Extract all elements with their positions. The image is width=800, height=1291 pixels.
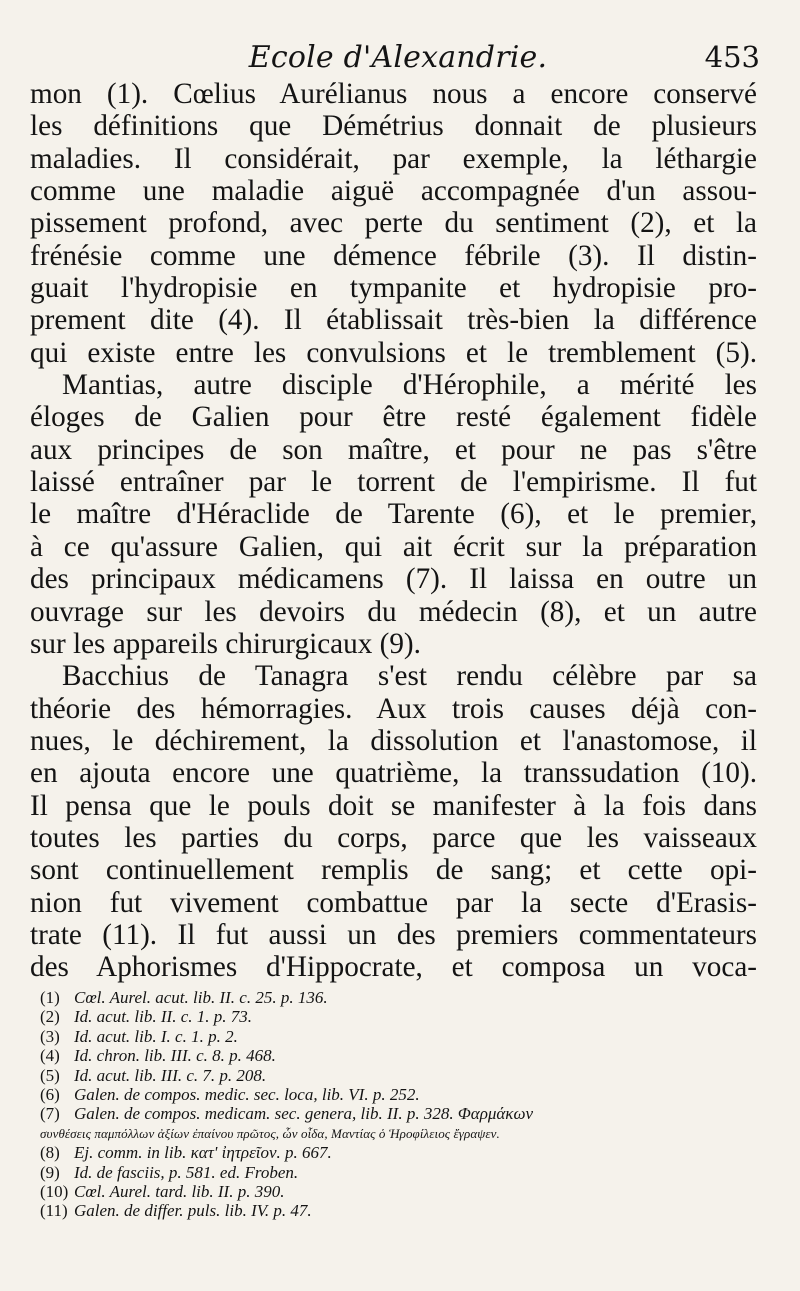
page-number: 453 [704,40,760,74]
footnote [40,1007,774,1027]
text-line: à ce qu'assure Galien, qui ait écrit sur la préparation [30,530,757,563]
text-line: Il pensa que le pouls doit se manifester à la fois dans [30,789,757,822]
footnote [40,1201,774,1221]
footnote-number: (1) [40,988,60,1007]
footnote-continuation [40,1124,774,1143]
footnote-text: Id. acut. lib. III. c. 7. p. 208. [74,1065,267,1085]
text-line: Mantias, autre disciple d'Hérophile, a mérité les [62,369,757,402]
footnote [40,1084,774,1104]
footnote [40,1104,774,1124]
text-line: des Aphorismes d'Hippocrate, et composa un voca- [30,951,757,984]
footnote [40,1065,774,1085]
footnote-number: (10) [40,1181,69,1201]
text-line: prement dite (4). Il établissait très-bien la différence [30,304,757,337]
text-line: des principaux médicamens (7). Il laissa en outre un [30,563,757,596]
footnote-number: (5) [40,1065,60,1085]
footnotes [40,988,774,1221]
footnote-text: Galen. de compos. medicam. sec. genera, lib. II. p. 328. Φαρμάκων [74,1104,534,1124]
text-line: comme une maladie aiguë accompagnée d'un assou- [30,175,757,208]
text-line: sur les appareils chirurgicaux (9). [30,627,421,660]
text-line: qui existe entre les convulsions et le tremblement (5). [30,336,757,369]
text-line: trate (11). Il fut aussi un des premiers commentateurs [30,918,757,951]
text-line: ouvrage sur les devoirs du médecin (8), et un autre [30,595,757,628]
text-line: toutes les parties du corps, parce que les vaisseaux [30,821,757,854]
text-line: aux principes de son maître, et pour ne pas s'être [30,433,757,466]
footnote-text: Id. acut. lib. II. c. 1. p. 73. [74,1007,252,1027]
footnote-text: Galen. de differ. puls. lib. IV. p. 47. [74,1201,312,1221]
footnote-number: (9) [40,1162,60,1182]
footnote [40,988,774,1007]
running-title: Ecole d'Alexandrie. [248,40,548,75]
footnote-text: Cœl. Aurel. tard. lib. II. p. 390. [74,1181,285,1201]
footnote-number: (2) [40,1007,60,1027]
footnote-text: Id. de fasciis, p. 581. ed. Froben. [74,1162,299,1182]
footnote [40,1046,774,1066]
body-text [30,78,757,984]
text-line: le maître d'Héraclide de Tarente (6), et le premier, [30,498,757,531]
footnote-text: Galen. de compos. medic. sec. loca, lib. VI. p. 252. [74,1084,420,1104]
footnote [40,1162,774,1182]
text-line: mon (1). Cœlius Aurélianus nous a encore conservé [30,78,757,110]
footnote-text: Cœl. Aurel. acut. lib. II. c. 25. p. 136. [74,988,328,1007]
text-line: nion fut vivement combattue par la secte d'Erasis- [30,886,757,919]
text-line: laissé entraîner par le torrent de l'empirisme. Il fut [30,466,757,499]
text-line: sont continuellement remplis de sang; et cette opi- [30,854,757,887]
text-line: Bacchius de Tanagra s'est rendu célèbre par sa [62,660,757,693]
text-line: guait l'hydropisie en tympanite et hydropisie pro- [30,272,757,305]
footnote [40,1181,774,1201]
text-line: frénésie comme une démence fébrile (3). Il distin- [30,239,757,272]
text-line: en ajouta encore une quatrième, la transsudation (10). [30,757,757,790]
text-line: maladies. Il considérait, par exemple, la léthargie [30,142,757,175]
footnote [40,1143,774,1163]
footnote-number: (7) [40,1104,60,1124]
text-line: théorie des hémorragies. Aux trois causes déjà con- [30,692,757,725]
footnote-number: (3) [40,1026,60,1046]
footnote-text: Ej. comm. in lib. κατ' ἰητρεῖον. p. 667. [74,1143,332,1163]
text-line: pissement profond, avec perte du sentiment (2), et la [30,207,757,240]
footnote-text: Id. acut. lib. I. c. 1. p. 2. [74,1026,238,1046]
footnote-number: (11) [40,1201,68,1221]
footnote-number: (8) [40,1143,60,1163]
page-header [36,40,760,80]
text-line: les définitions que Démétrius donnait de plusieurs [30,110,757,143]
footnote-number: (4) [40,1046,60,1066]
footnote-text: Id. chron. lib. III. c. 8. p. 468. [74,1046,276,1066]
footnote [40,1026,774,1046]
text-line: nues, le déchirement, la dissolution et l'anastomose, il [30,724,757,757]
footnote-greek-text: συνθέσεις παμπόλλων ἀξίων ἐπαίνου πρῶτος, ὧν οἶδα, Μαντίας ὁ Ἡροφίλειος ἔγραψεν. [40,1125,500,1141]
text-line: éloges de Galien pour être resté également fidèle [30,401,757,434]
footnote-number: (6) [40,1084,60,1104]
